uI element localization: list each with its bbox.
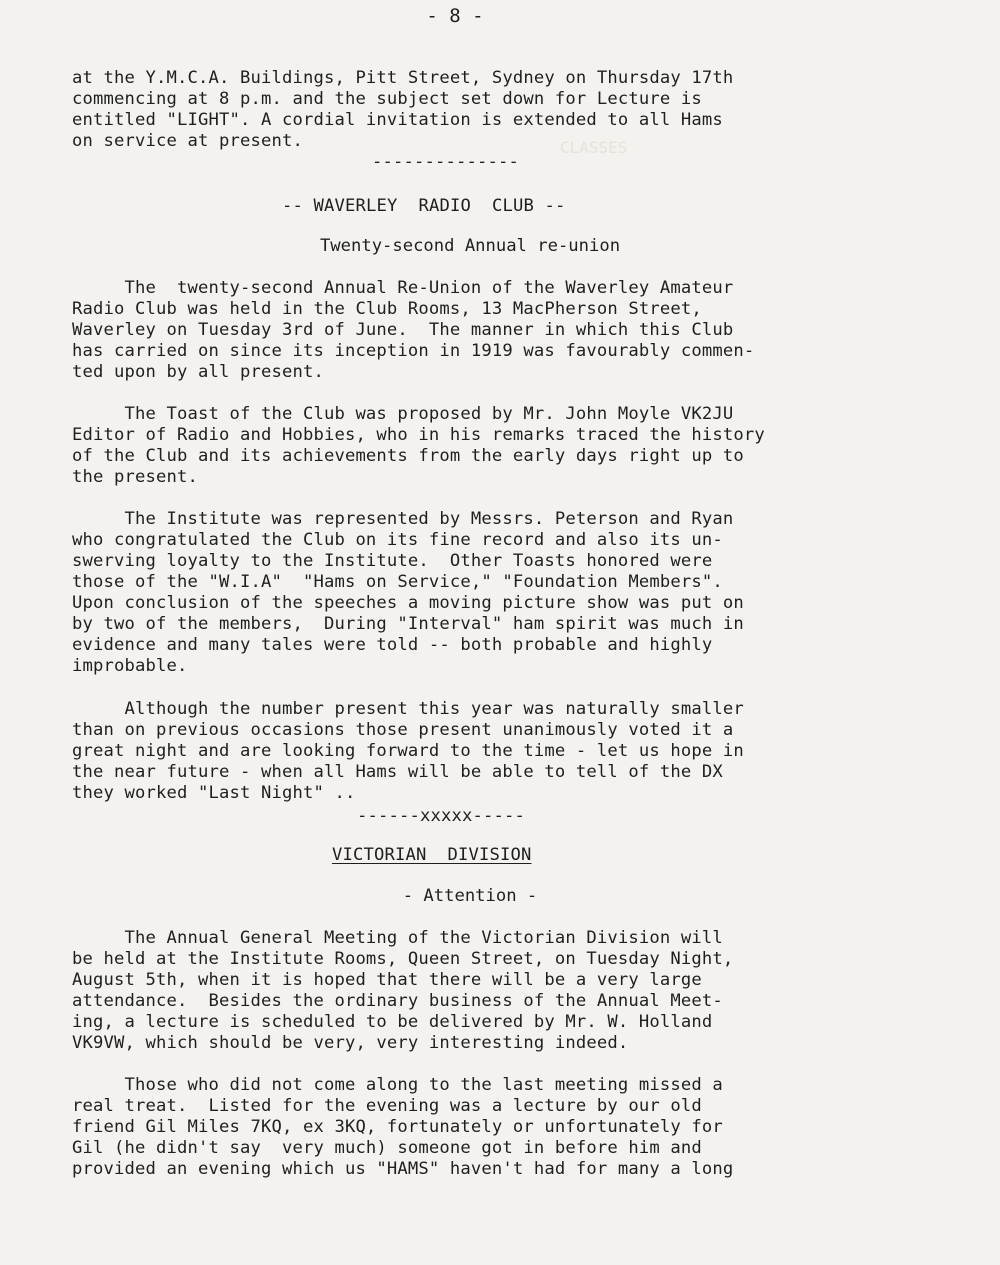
section-separator: ------xxxxx----- [357,806,525,826]
paragraph-line: Editor of Radio and Hobbies, who in his remarks traced the history [72,425,765,445]
paragraph-line: Radio Club was held in the Club Rooms, 13 MacPherson Street, [72,299,702,319]
paragraph-line: ted upon by all present. [72,362,324,382]
paragraph-line: August 5th, when it is hoped that there will be a very large [72,970,702,990]
paragraph-line: on service at present. [72,131,303,151]
paragraph-line: ing, a lecture is scheduled to be delivered by Mr. W. Holland [72,1012,713,1032]
paragraph-line: VK9VW, which should be very, very interesting indeed. [72,1033,629,1053]
paragraph-line: The Annual General Meeting of the Victorian Division will [72,928,723,948]
paragraph-line: has carried on since its inception in 1919 was favourably commen- [72,341,755,361]
section-heading-victorian: VICTORIAN DIVISION [332,845,532,865]
paragraph-line: real treat. Listed for the evening was a lecture by our old [72,1096,702,1116]
paragraph-line: swerving loyalty to the Institute. Other Toasts honored were [72,551,713,571]
paragraph-line: great night and are looking forward to the time - let us hope in [72,741,744,761]
paragraph-line: evidence and many tales were told -- both probable and highly [72,635,713,655]
paragraph-line: commencing at 8 p.m. and the subject set down for Lecture is [72,89,702,109]
section-subheading-attention: - Attention - [402,886,538,906]
paragraph-line: attendance. Besides the ordinary business of the Annual Meet- [72,991,723,1011]
paragraph-line: Waverley on Tuesday 3rd of June. The manner in which this Club [72,320,734,340]
page-number: - 8 - [426,5,484,27]
paragraph-line: The twenty-second Annual Re-Union of the Waverley Amateur [72,278,734,298]
paragraph-line: entitled "LIGHT". A cordial invitation is extended to all Hams [72,110,723,130]
paragraph-line: The Institute was represented by Messrs. Peterson and Ryan [72,509,734,529]
paragraph-line: The Toast of the Club was proposed by Mr. John Moyle VK2JU [72,404,734,424]
paragraph-line: improbable. [72,656,188,676]
paragraph-line: provided an evening which us "HAMS" haven't had for many a long [72,1159,734,1179]
section-heading-waverley: -- WAVERLEY RADIO CLUB -- [282,196,566,216]
paragraph-line: Upon conclusion of the speeches a moving picture show was put on [72,593,744,613]
paragraph-line: of the Club and its achievements from the early days right up to [72,446,744,466]
paragraph-line: by two of the members, During "Interval" ham spirit was much in [72,614,744,634]
section-subheading-reunion: Twenty-second Annual re-union [319,236,621,256]
paragraph-line: friend Gil Miles 7KQ, ex 3KQ, fortunately or unfortunately for [72,1117,723,1137]
paragraph-line: than on previous occasions those present unanimously voted it a [72,720,734,740]
paragraph-line: those of the "W.I.A" "Hams on Service," "Foundation Members". [72,572,723,592]
paragraph-line: they worked "Last Night" .. [72,783,356,803]
paragraph-line: at the Y.M.C.A. Buildings, Pitt Street, Sydney on Thursday 17th [72,68,734,88]
paragraph-line: the present. [72,467,198,487]
paragraph-line: who congratulated the Club on its fine record and also its un- [72,530,723,550]
bleed-through-text: CLASSES [560,138,628,157]
section-separator: -------------- [372,152,519,172]
paragraph-line: be held at the Institute Rooms, Queen Street, on Tuesday Night, [72,949,734,969]
paragraph-line: Although the number present this year was naturally smaller [72,699,744,719]
paragraph-line: Gil (he didn't say very much) someone got in before him and [72,1138,702,1158]
paragraph-line: the near future - when all Hams will be able to tell of the DX [72,762,723,782]
paragraph-line: Those who did not come along to the last meeting missed a [72,1075,723,1095]
